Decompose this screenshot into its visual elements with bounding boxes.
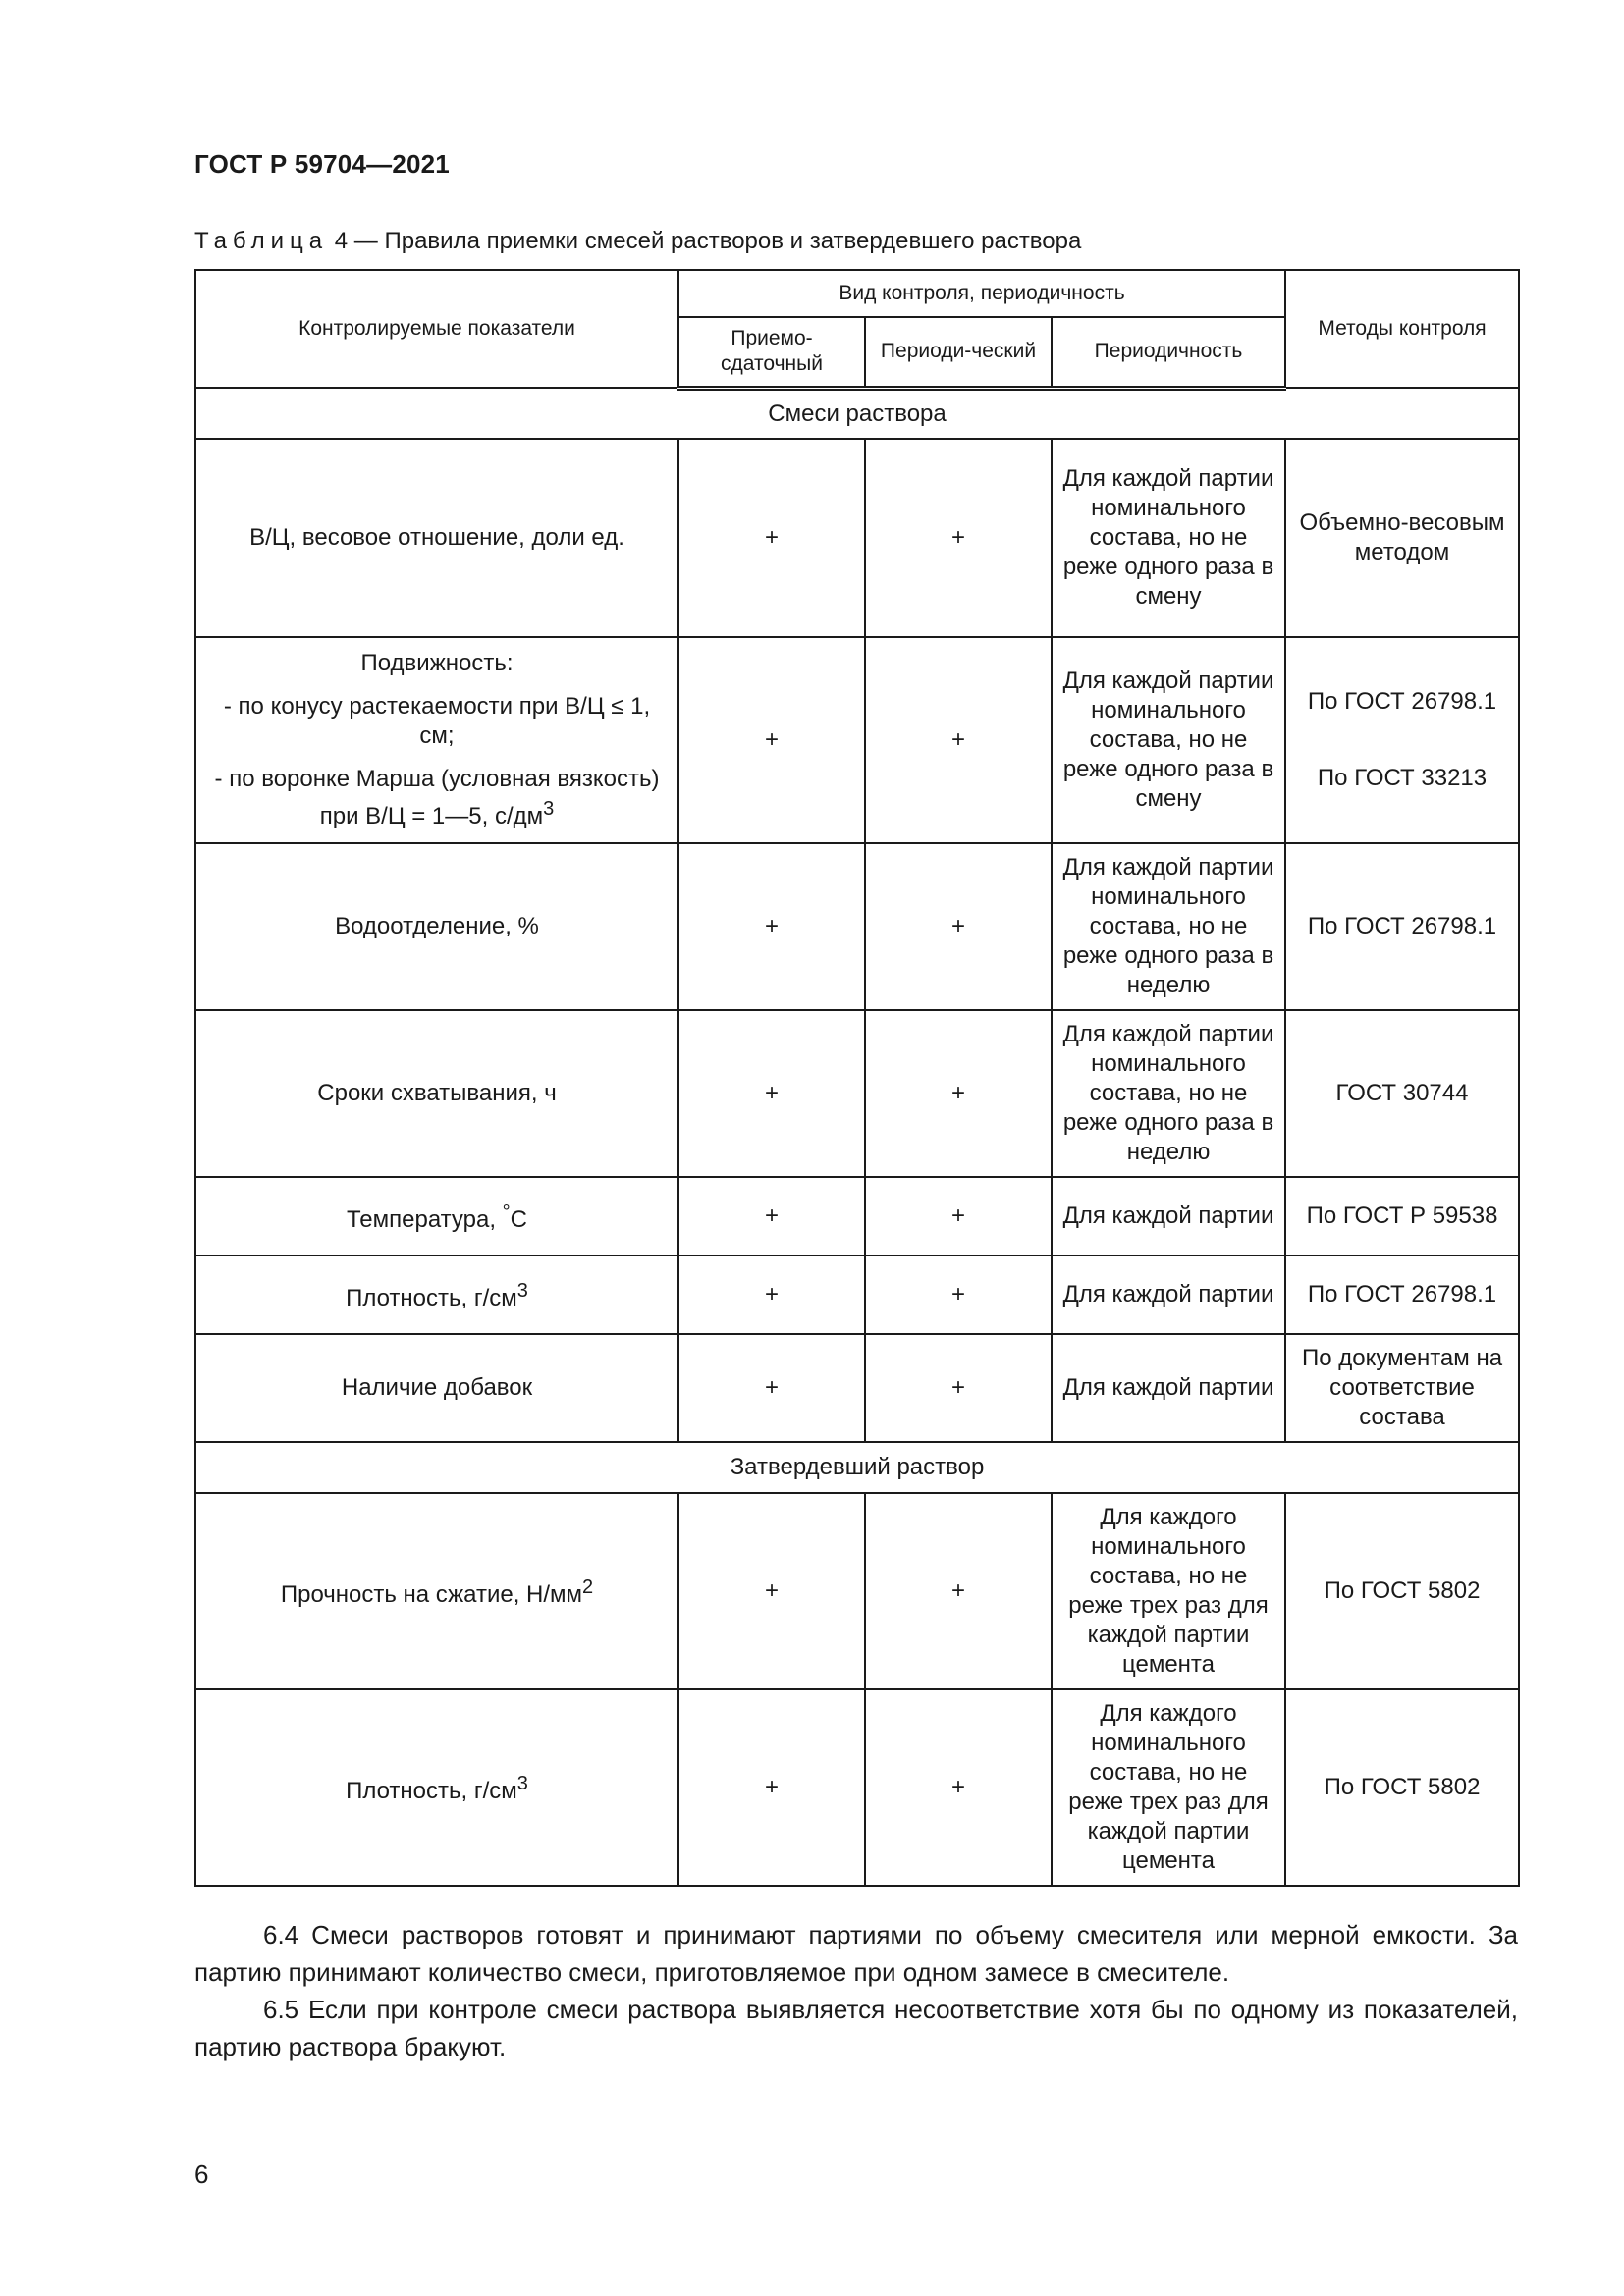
method-cone: По ГОСТ 26798.1 xyxy=(1307,688,1497,715)
header-control-group: Вид контроля, периодичность xyxy=(678,270,1285,317)
row-method: По ГОСТ 26798.1 xyxy=(1285,1255,1519,1334)
row-acceptance: + xyxy=(678,1493,865,1689)
table-row xyxy=(195,1334,1519,1442)
row-method: По ГОСТ 5802 xyxy=(1285,1689,1519,1886)
section-mix: Смеси раствора xyxy=(195,388,1519,439)
row-periodic: + xyxy=(865,1177,1052,1255)
header-methods: Методы контроля xyxy=(1285,270,1519,388)
row-periodic: + xyxy=(865,1689,1052,1886)
table-row xyxy=(195,1689,1519,1886)
row-periodic: + xyxy=(865,1334,1052,1442)
row-indicator: Прочность на сжатие, $Н/мм^2$ xyxy=(195,1493,678,1689)
table-caption-label: Таблица xyxy=(194,228,329,254)
row-method: По документам на соответствие состава xyxy=(1285,1334,1519,1442)
header-periodic: Периоди-ческий xyxy=(865,317,1052,388)
row-periodic: + xyxy=(865,843,1052,1010)
row-periodicity: Для каждой партии номинального состава, но не реже одного раза в неделю xyxy=(1052,843,1285,1010)
row-periodic: + xyxy=(865,1255,1052,1334)
row-periodicity: Для каждой партии xyxy=(1052,1177,1285,1255)
table-row xyxy=(195,439,1519,637)
acceptance-rules-table xyxy=(194,269,1520,1887)
row-indicator: Сроки схватывания, ч xyxy=(195,1010,678,1177)
table-row xyxy=(195,637,1519,843)
row-periodicity: Для каждого номинального состава, но не реже трех раз для каждой партии цемента xyxy=(1052,1689,1285,1886)
row-indicator: В/Ц, весовое отношение, доли ед. xyxy=(195,439,678,637)
row-periodicity: Для каждого номинального состава, но не реже трех раз для каждой партии цемента xyxy=(1052,1493,1285,1689)
row-periodic: + xyxy=(865,439,1052,637)
table-row xyxy=(195,1177,1519,1255)
row-periodicity: Для каждой партии номинального состава, но не реже одного раза в неделю xyxy=(1052,1010,1285,1177)
row-indicator: Водоотделение, % xyxy=(195,843,678,1010)
mobility-title: Подвижность: xyxy=(360,650,514,676)
header-indicators: Контролируемые показатели xyxy=(195,270,678,388)
method-funnel: По ГОСТ 33213 xyxy=(1317,765,1488,791)
row-acceptance: + xyxy=(678,1255,865,1334)
row-method xyxy=(1285,637,1519,843)
row-indicator: Наличие добавок xyxy=(195,1334,678,1442)
table-row xyxy=(195,843,1519,1010)
row-method: По ГОСТ 26798.1 xyxy=(1285,843,1519,1010)
row-indicator: Температура, °С xyxy=(195,1177,678,1255)
row-indicator: Плотность, $г/см^3$ xyxy=(195,1689,678,1886)
row-periodicity: Для каждой партии xyxy=(1052,1255,1285,1334)
row-acceptance: + xyxy=(678,1689,865,1886)
row-method: По ГОСТ 5802 xyxy=(1285,1493,1519,1689)
paragraph-6-4: 6.4 Смеси растворов готовят и принимают партиями по объему смесителя или мерной емкости. За партию принимают количество смеси, приготовляемое при одном замесе в смесителе. xyxy=(194,1920,1518,1987)
header-periodicity: Периодичность xyxy=(1052,317,1285,388)
table-row xyxy=(195,1493,1519,1689)
row-periodic: + xyxy=(865,1493,1052,1689)
page-header: ГОСТ Р 59704—2021 xyxy=(194,149,450,179)
header-acceptance: Приемо-сдаточный xyxy=(678,317,865,388)
paragraph-6-5: 6.5 Если при контроле смеси раствора выявляется несоответствие хотя бы по одному из показателей, партию раствора бракуют. xyxy=(194,1995,1518,2061)
mobility-funnel: - по воронке Марша (условная вязкость) при В/Ц = 1—5, $с/дм^3$ xyxy=(214,766,660,829)
row-acceptance: + xyxy=(678,637,865,843)
row-periodicity: Для каждой партии xyxy=(1052,1334,1285,1442)
row-method: ГОСТ 30744 xyxy=(1285,1010,1519,1177)
table-row xyxy=(195,1255,1519,1334)
table-caption xyxy=(194,228,1081,255)
row-acceptance: + xyxy=(678,1177,865,1255)
row-periodic: + xyxy=(865,1010,1052,1177)
table-caption-text: 4 — Правила приемки смесей растворов и затвердевшего раствора xyxy=(334,228,1082,254)
row-method: Объемно-весовым методом xyxy=(1285,439,1519,637)
row-periodicity: Для каждой партии номинального состава, но не реже одного раза в смену xyxy=(1052,637,1285,843)
row-method: По ГОСТ Р 59538 xyxy=(1285,1177,1519,1255)
row-periodicity: Для каждой партии номинального состава, но не реже одного раза в смену xyxy=(1052,439,1285,637)
mobility-cone: - по конусу растекаемости при В/Ц ≤ 1, см; xyxy=(223,693,651,749)
row-acceptance: + xyxy=(678,439,865,637)
table-row xyxy=(195,1010,1519,1177)
section-hardened: Затвердевший раствор xyxy=(195,1442,1519,1493)
row-acceptance: + xyxy=(678,1334,865,1442)
row-indicator xyxy=(195,637,678,843)
row-periodic: + xyxy=(865,637,1052,843)
page-number: 6 xyxy=(194,2160,209,2189)
row-indicator: Плотность, $г/см^3$ xyxy=(195,1255,678,1334)
row-acceptance: + xyxy=(678,1010,865,1177)
row-acceptance: + xyxy=(678,843,865,1010)
